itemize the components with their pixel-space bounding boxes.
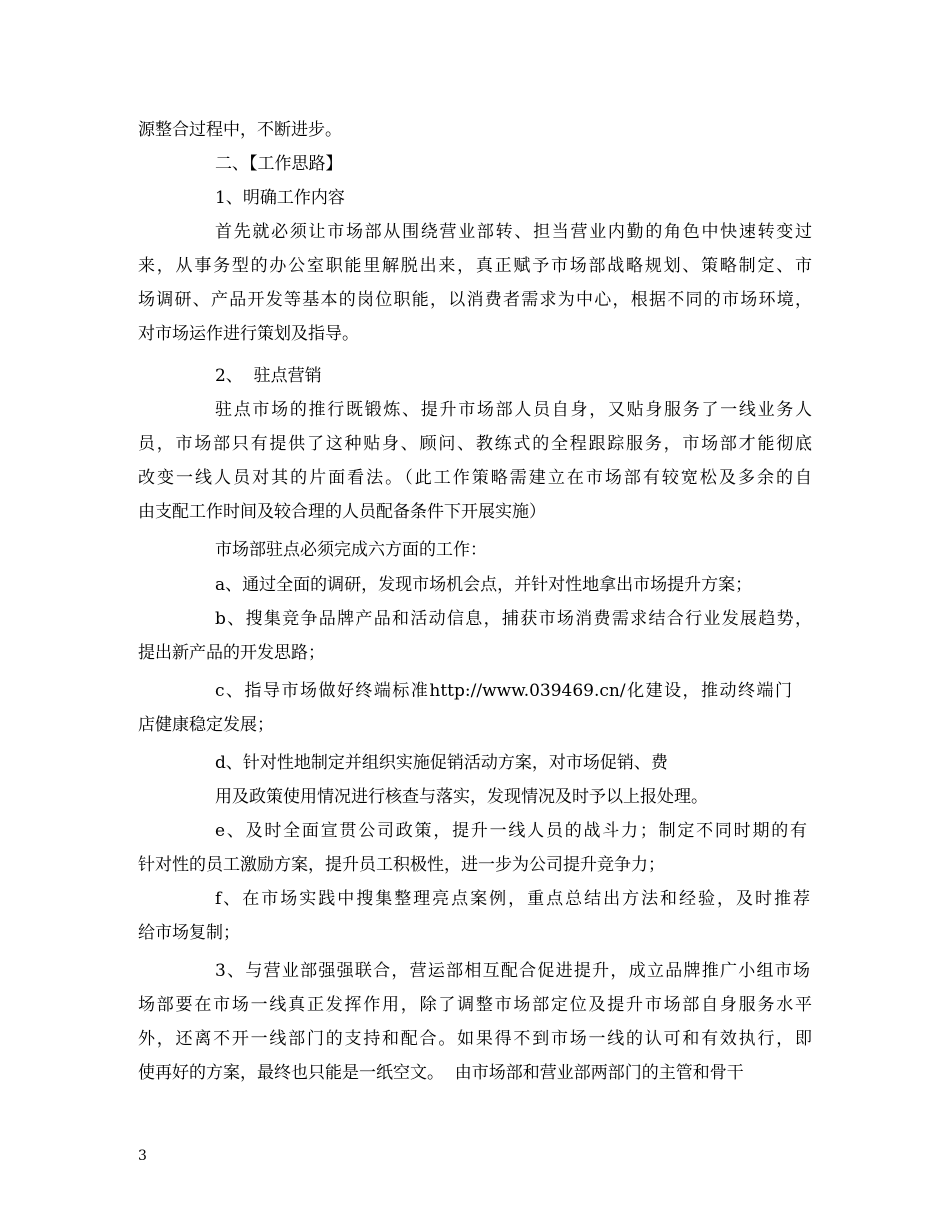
text-line: 针对性的员工激励方案，提升员工积极性，进一步为公司提升竞争力； <box>138 855 665 875</box>
page-number: 3 <box>138 1148 147 1164</box>
text-line: 给市场复制； <box>138 923 240 943</box>
list-item: e、及时全面宣贯公司政策，提升一线人员的战斗力；制定不同时期的有 <box>215 821 807 841</box>
text-line: 场部要在市场一线真正发挥作用，除了调整市场部定位及提升市场部自身服务水平 <box>138 995 812 1015</box>
text-line: 首先就必须让市场部从围绕营业部转、担当营业内勤的角色中快速转变过 <box>215 222 812 242</box>
list-item: b、搜集竞争品牌产品和活动信息，捕获市场消费需求结合行业发展趋势， <box>215 609 812 629</box>
text-line: 对市场运作进行策划及指导。 <box>138 324 359 344</box>
text-line: 驻点市场的推行既锻炼、提升市场部人员自身，又贴身服务了一线业务人 <box>215 400 812 420</box>
text-line: 店健康稳定发展； <box>138 715 274 735</box>
list-item: c、指导市场做好终端标准http://www.039469.cn/化建设，推动终端门 <box>215 681 792 701</box>
subsection-heading: 2、 驻点营销 <box>215 366 322 386</box>
text-line: 源整合过程中，不断进步。 <box>138 120 342 140</box>
text-line: 员，市场部只有提供了这种贴身、顾问、教练式的全程跟踪服务，市场部才能彻底 <box>138 434 812 454</box>
text-line: 改变一线人员对其的片面看法。（此工作策略需建立在市场部有较宽松及多余的自 <box>138 468 812 488</box>
list-item: f、在市场实践中搜集整理亮点案例，重点总结出方法和经验，及时推荐 <box>215 889 810 909</box>
list-item: d、针对性地制定并组织实施促销活动方案，对市场促销、费 <box>215 753 668 773</box>
text-line: 由支配工作时间及较合理的人员配备条件下开展实施） <box>138 502 546 522</box>
section-heading: 二、【工作思路】 <box>215 154 343 174</box>
text-line: 用及政策使用情况进行核查与落实，发现情况及时予以上报处理。 <box>215 787 708 807</box>
text-line: 提出新产品的开发思路； <box>138 643 325 663</box>
list-item: a、通过全面的调研，发现市场机会点，并针对性地拿出市场提升方案； <box>215 575 753 595</box>
text-line: 外，还离不开一线部门的支持和配合。如果得不到市场一线的认可和有效执行，即 <box>138 1029 812 1049</box>
text-line: 场调研、产品开发等基本的岗位职能，以消费者需求为中心，根据不同的市场环境， <box>138 290 812 310</box>
text-line: 使再好的方案，最终也只能是一纸空文。 由市场部和营业部两部门的主管和骨干 <box>138 1063 744 1083</box>
subsection-heading: 3、与营业部强强联合，营运部相互配合促进提升，成立品牌推广小组市场 <box>215 961 810 981</box>
text-line: 来，从事务型的办公室职能里解脱出来，真正赋予市场部战略规划、策略制定、市 <box>138 256 812 276</box>
subsection-heading: 1、明确工作内容 <box>215 188 345 208</box>
text-line: 市场部驻点必须完成六方面的工作： <box>215 540 487 560</box>
